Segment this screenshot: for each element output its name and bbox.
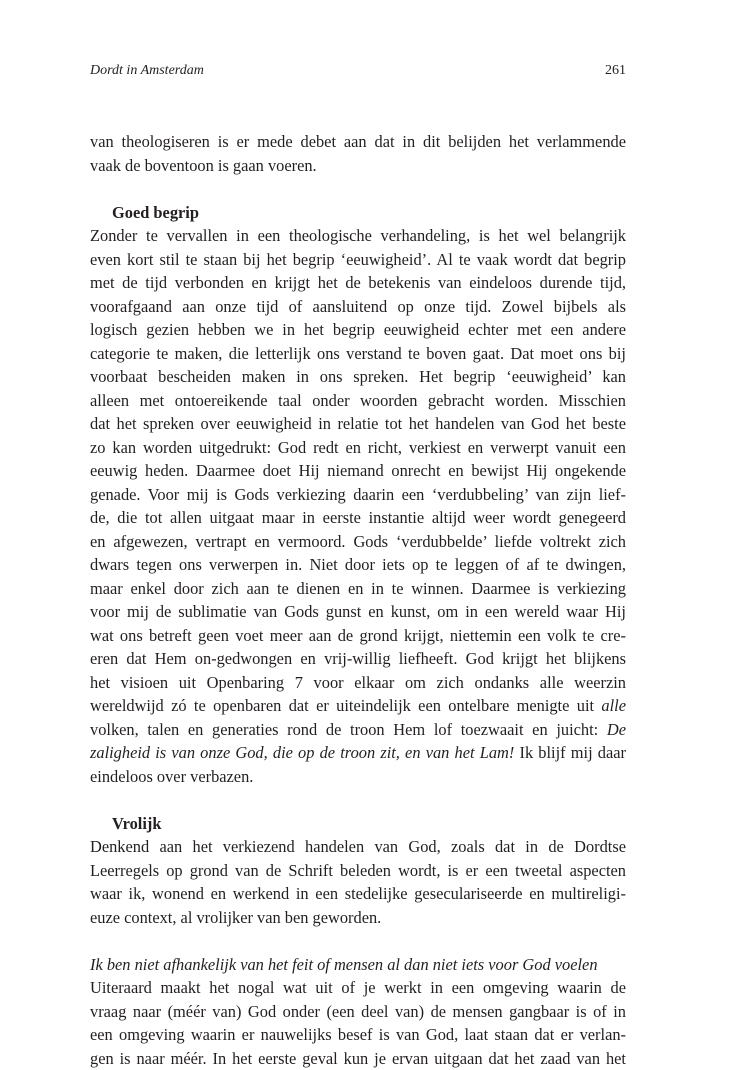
text-line: dwars tegen ons verwerpen in. Niet door iets op te leggen of af te dwingen, xyxy=(90,553,626,577)
text-line: Leerregels op grond van de Schrift beleden wordt, is er een tweetal aspecten xyxy=(90,859,626,883)
text-line: een omgeving waarin er nauwelijks besef is van God, laat staan dat er verlan- xyxy=(90,1023,626,1047)
text-line: categorie te maken, die letterlijk ons verstand te boven gaat. Dat moet ons bij xyxy=(90,342,626,366)
subsection-heading: Ik ben niet afhankelijk van het feit of mensen al dan niet iets voor God voelen xyxy=(90,953,626,977)
text-line: maar enkel door zich aan te dienen en in te winnen. Daarmee is verkiezing xyxy=(90,577,626,601)
text-line: met de tijd verbonden en krijgt het de betekenis van eindeloos durende tijd, xyxy=(90,271,626,295)
text-line: vraag naar (méér van) God onder (een deel van) de mensen gangbaar is of in xyxy=(90,1000,626,1024)
text-line: het visioen uit Openbaring 7 voor elkaar om zich ondanks alle weerzin xyxy=(90,671,626,695)
text-line: van theologiseren is er mede debet aan dat in dit belijden het verlammende xyxy=(90,130,626,154)
text-line: genade. Voor mij is Gods verkiezing daarin een ‘verdubbeling’ van zijn lief- xyxy=(90,483,626,507)
text-line: Uiteraard maakt het nogal wat uit of je werkt in een omgeving waarin de xyxy=(90,976,626,1000)
text-line: de, die tot allen uitgaat maar in eerste instantie altijd weer wordt genegeerd xyxy=(90,506,626,530)
running-head-title: Dordt in Amsterdam xyxy=(90,62,204,80)
text-line: alleen met ontoereikende taal onder woorden gebracht worden. Misschien xyxy=(90,389,626,413)
text-line: gen is naar méér. In het eerste geval kun je ervan uitgaan dat het zaad van het xyxy=(90,1047,626,1070)
text-line: eren dat Hem on-gedwongen en vrij-willig liefheeft. God krijgt het blijkens xyxy=(90,647,626,671)
body-text xyxy=(90,130,626,1070)
emphasis: alle xyxy=(601,696,626,715)
page-number: 261 xyxy=(605,62,626,80)
text-line: wat ons betreft geen voet meer aan de grond krijgt, niettemin een volk te cre- xyxy=(90,624,626,648)
text-line: vaak de boventoon is gaan voeren. xyxy=(90,154,626,178)
text-line: Zonder te vervallen in een theologische verhandeling, is het wel belangrijk xyxy=(90,224,626,248)
text-line: en afgewezen, vertrapt en vermoord. Gods ‘verdubbelde’ liefde voltrekt zich xyxy=(90,530,626,554)
text-line: voorafgaand aan onze tijd of aansluitend op onze tijd. Zowel bijbels als xyxy=(90,295,626,319)
text-line: voor mij de sublimatie van Gods gunst en kunst, om in een wereld waar Hij xyxy=(90,600,626,624)
text-line: eeuwig heden. Daarmee doet Hij niemand onrecht en bewijst Hij ongekende xyxy=(90,459,626,483)
text-line: Denkend aan het verkiezend handelen van God, zoals dat in de Dordtse xyxy=(90,835,626,859)
text-line: volken, talen en generaties rond de troon Hem lof toezwaait en juicht: De xyxy=(90,718,626,742)
text-line: waar ik, wonend en werkend in een stedelijke geseculariseerde en multireligi- xyxy=(90,882,626,906)
text-line: dat het spreken over eeuwigheid in relatie tot het handelen van God het beste xyxy=(90,412,626,436)
running-head xyxy=(90,62,626,80)
text-line: voorbaat bescheiden maken in ons spreken. Het begrip ‘eeuwigheid’ kan xyxy=(90,365,626,389)
text-line: logisch gezien hebben we in het begrip eeuwigheid echter met een andere xyxy=(90,318,626,342)
text-line: zaligheid is van onze God, die op de troon zit, en van het Lam! Ik blijf mij daar xyxy=(90,741,626,765)
text-line: wereldwijd zó te openbaren dat er uiteindelijk een ontelbare menigte uit alle xyxy=(90,694,626,718)
text-line: even kort stil te staan bij het begrip ‘eeuwigheid’. Al te vaak wordt dat begrip xyxy=(90,248,626,272)
emphasis: zaligheid is van onze God, die op de troon zit, en van het Lam! xyxy=(90,743,514,762)
section-heading-goed-begrip: Goed begrip xyxy=(90,201,626,225)
emphasis: De xyxy=(607,720,626,739)
text-line: zo kan worden uitgedrukt: God redt en richt, verkiest en verwerpt vanuit een xyxy=(90,436,626,460)
section-heading-vrolijk: Vrolijk xyxy=(90,812,626,836)
text-line: eindeloos over verbazen. xyxy=(90,765,626,789)
text-line: euze context, al vrolijker van ben geworden. xyxy=(90,906,626,930)
